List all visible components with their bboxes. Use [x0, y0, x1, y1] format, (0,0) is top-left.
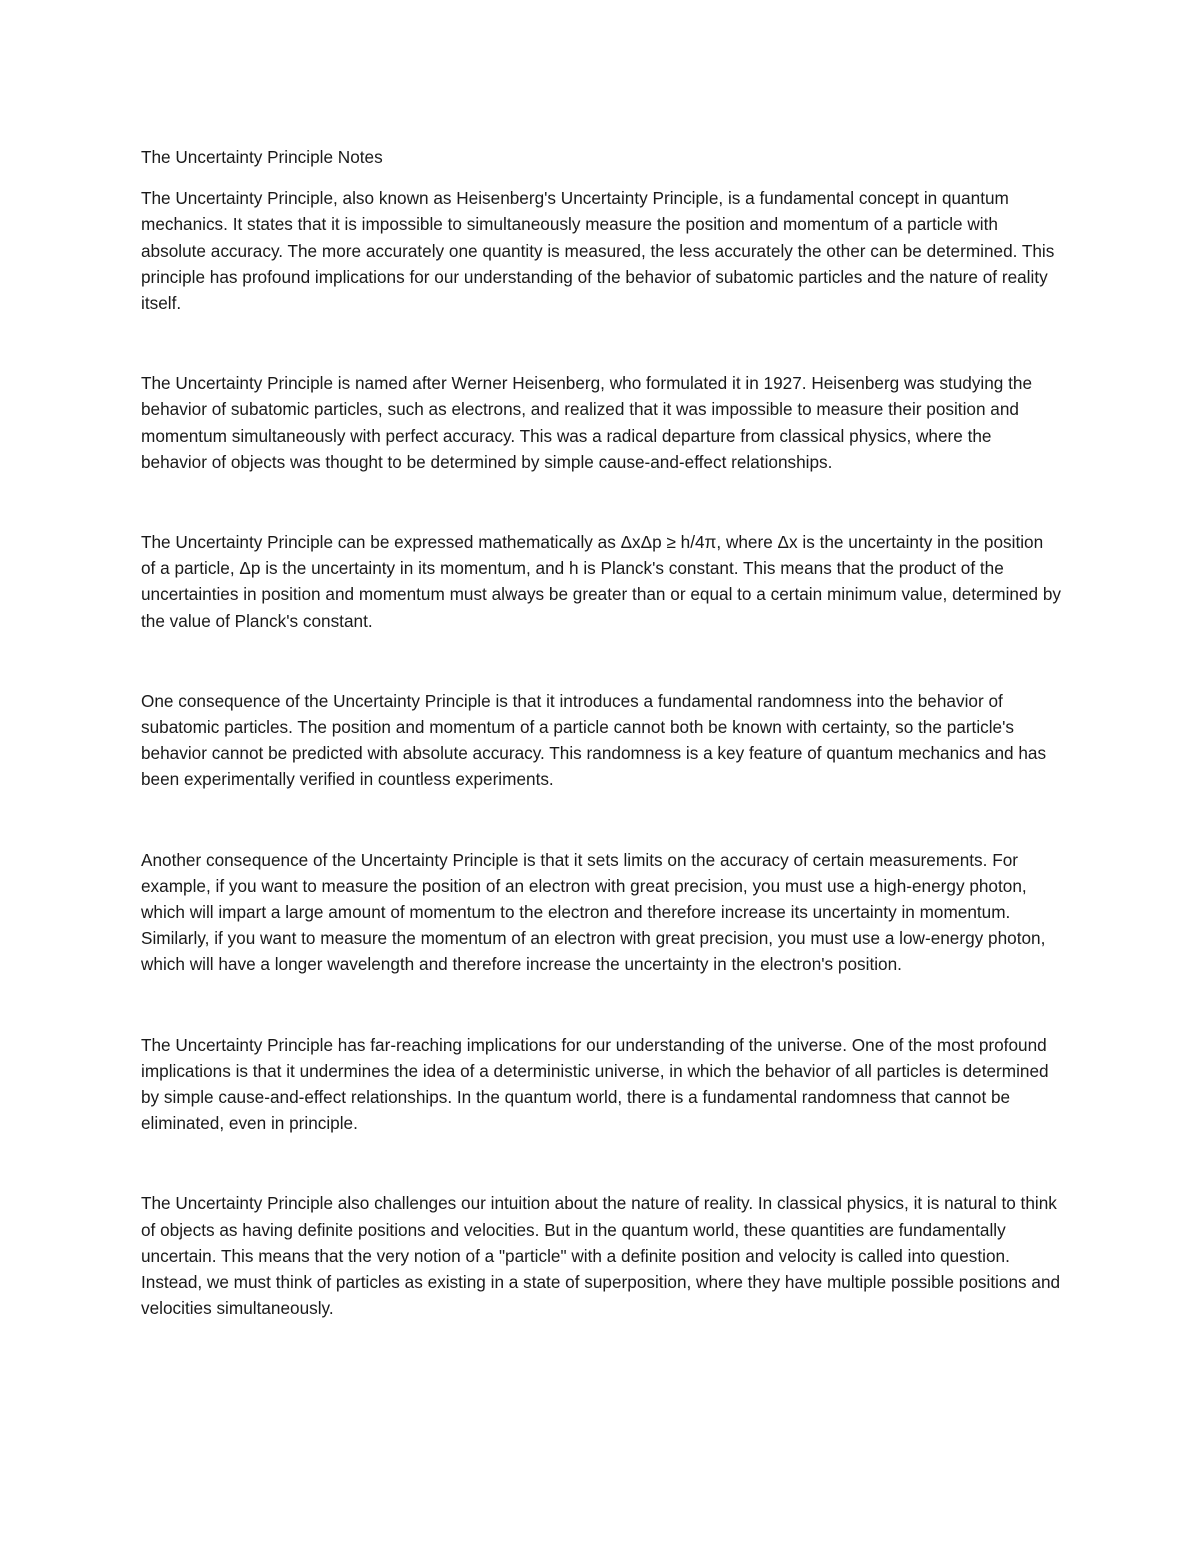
paragraph-6: The Uncertainty Principle has far-reaching implications for our understanding of the universe. One of the most profound implications is that it undermines the idea of a deterministic universe, in which the behavior of all particles is determined by simple cause-and-effect relationships. In the quantum world, there is a fundamental randomness that cannot be eliminated, even in principle. — [141, 1034, 1049, 1134]
paragraph-5: Another consequence of the Uncertainty Principle is that it sets limits on the accuracy of certain measurements. For example, if you want to measure the position of an electron with great precision, you must use a high-energy photon, which will impart a large amount of momentum to the electron and therefore increase its uncertainty in momentum. Similarly, if you want to measure the momentum of an electron with great precision, you must use a low-energy photon, which will have a longer wavelength and therefore increase the uncertainty in the electron's position. — [141, 849, 1046, 975]
paragraph-4: One consequence of the Uncertainty Principle is that it introduces a fundamental randomness into the behavior of subatomic particles. The position and momentum of a particle cannot both be known with certainty, so the particle's behavior cannot be predicted with absolute accuracy. This randomness is a key feature of quantum mechanics and has been experimentally verified in countless experiments. — [141, 690, 1047, 790]
paragraph-1: The Uncertainty Principle, also known as Heisenberg's Uncertainty Principle, is a fundamental concept in quantum mechanics. It states that it is impossible to simultaneously measure the position and momentum of a particle with absolute accuracy. The more accurately one quantity is measured, the less accurately the other can be determined. This principle has profound implications for our understanding of the behavior of subatomic particles and the nature of reality itself. — [141, 188, 1055, 314]
document-title: The Uncertainty Principle Notes — [141, 147, 383, 167]
document-body — [141, 144, 1061, 1322]
paragraph-3: The Uncertainty Principle can be expressed mathematically as ΔxΔp ≥ h/4π, where Δx is the uncertainty in the position of a particle, Δp is the uncertainty in its momentum, and h is Planck's constant. This means that the product of the uncertainties in position and momentum must always be greater than or equal to a certain minimum value, determined by the value of Planck's constant. — [141, 532, 1062, 631]
paragraph-2: The Uncertainty Principle is named after Werner Heisenberg, who formulated it in 1927. Heisenberg was studying the behavior of subatomic particles, such as electrons, and realized that it was impossible to measure their position and momentum simultaneously with perfect accuracy. This was a radical departure from classical physics, where the behavior of objects was thought to be determined by simple cause-and-effect relationships. — [141, 373, 1033, 472]
paragraph-7: The Uncertainty Principle also challenges our intuition about the nature of reality. In classical physics, it is natural to think of objects as having definite positions and velocities. But in the quantum world, these quantities are fundamentally uncertain. This means that the very notion of a "particle" with a definite position and velocity is called into question. Instead, we must think of particles as existing in a state of superposition, where they have multiple possible positions and velocities simultaneously. — [141, 1193, 1061, 1319]
